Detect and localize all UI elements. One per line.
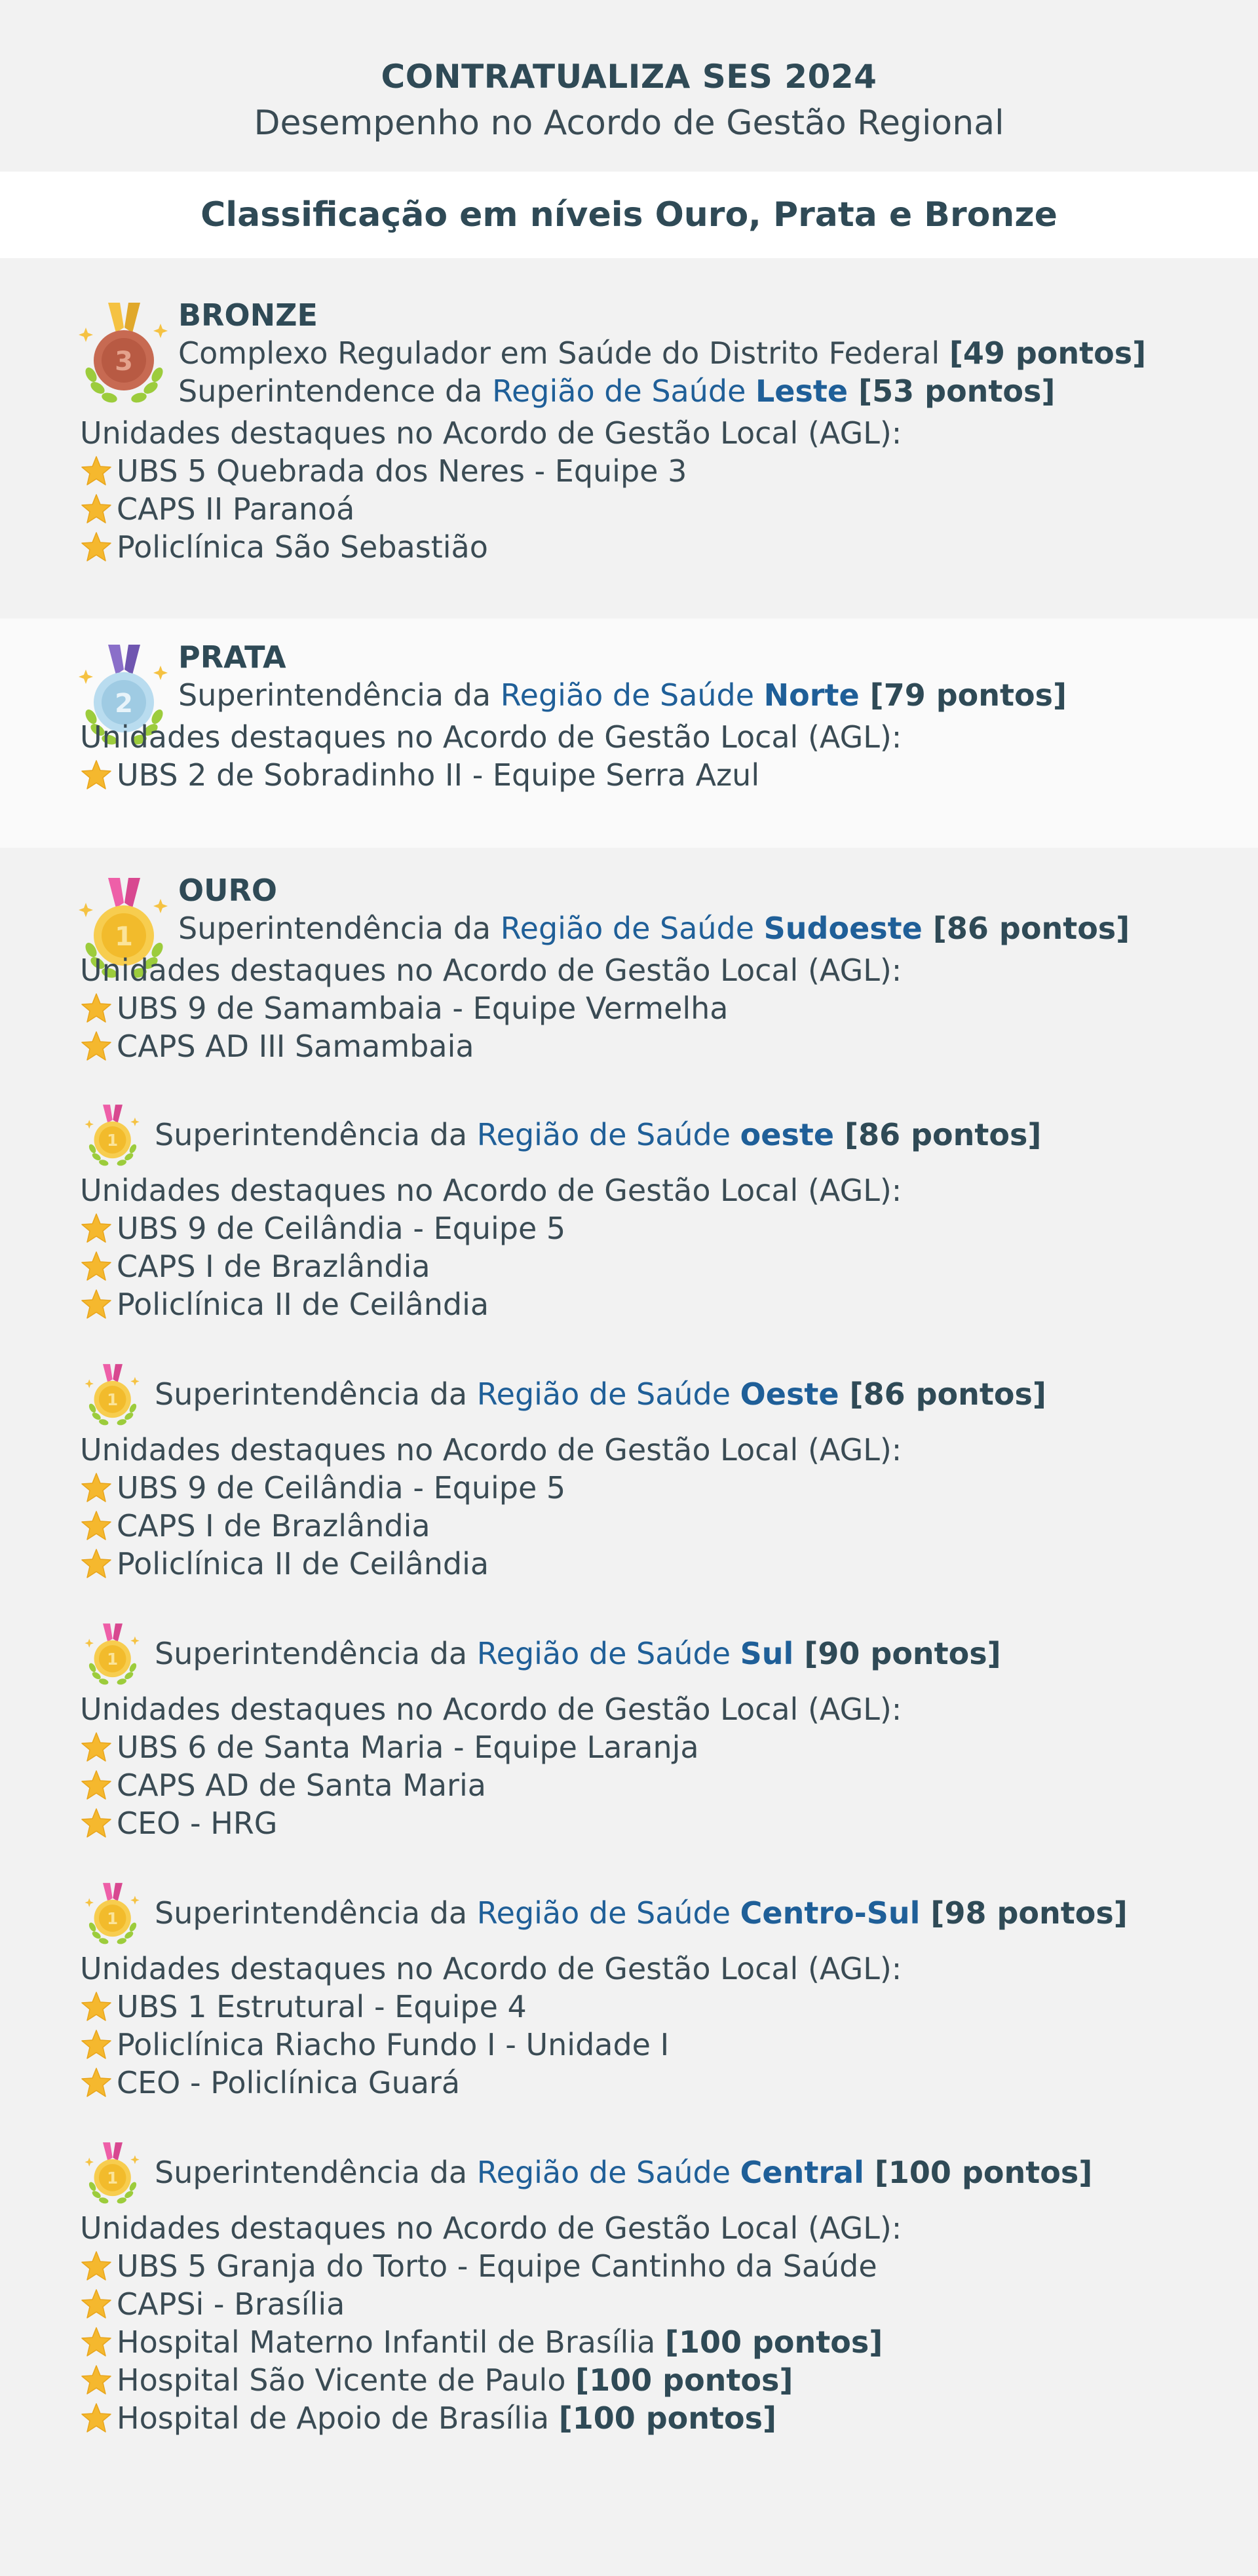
unit-name: Hospital de Apoio de Brasília — [117, 2400, 550, 2436]
region-label: Região de Saúde — [492, 373, 755, 409]
list-item — [80, 2285, 1258, 2323]
list-item — [80, 1469, 1258, 1507]
unit-name: CAPS AD III Samambaia — [117, 1029, 474, 1064]
star-icon — [80, 2364, 113, 2396]
region-label: Região de Saúde — [476, 1895, 740, 1931]
agl-label: Unidades destaques no Acordo de Gestão Local (AGL): — [80, 953, 902, 988]
ouro-section — [0, 848, 1258, 2576]
line-prefix: Superintendência da — [155, 1895, 477, 1931]
unit-name: CAPS II Paranoá — [117, 491, 355, 527]
list-item — [80, 1285, 1258, 1323]
list-item — [80, 2064, 1258, 2102]
bronze-line-2 — [178, 372, 1146, 410]
ouro-entry — [80, 1621, 1258, 1842]
unit-name: Policlínica II de Ceilândia — [117, 1546, 489, 1582]
agl-label: Unidades destaques no Acordo de Gestão Local (AGL): — [80, 415, 902, 451]
star-icon — [80, 2250, 113, 2282]
list-item — [80, 1247, 1258, 1285]
list-item — [80, 2026, 1258, 2064]
unit-name: UBS 5 Granja do Torto - Equipe Cantinho da Saúde — [117, 2248, 877, 2284]
gold-medal-icon — [80, 1101, 145, 1169]
unit-name: CEO - HRG — [117, 1806, 278, 1841]
region-label: Região de Saúde — [476, 2155, 740, 2190]
star-icon — [80, 1990, 113, 2023]
list-item — [80, 1804, 1258, 1842]
list-item — [80, 1027, 1258, 1065]
unit-name: UBS 6 de Santa Maria - Equipe Laranja — [117, 1730, 699, 1765]
points: [90 pontos] — [793, 1636, 1001, 1671]
region-name: Sudoeste — [763, 911, 923, 946]
star-icon — [80, 2288, 113, 2320]
star-icon — [80, 455, 113, 487]
svg-text:1: 1 — [107, 1909, 119, 1929]
ouro-entry — [80, 871, 1258, 1065]
star-icon — [80, 2326, 113, 2358]
list-item — [80, 2323, 1258, 2361]
star-icon — [80, 1807, 113, 1840]
region-label: Região de Saúde — [500, 677, 764, 713]
points: [79 pontos] — [859, 677, 1067, 713]
unit-name: Policlínica São Sebastião — [117, 529, 488, 565]
points: [100 pontos] — [558, 2400, 777, 2436]
agl-label: Unidades destaques no Acordo de Gestão Local (AGL): — [80, 2210, 902, 2246]
star-icon — [80, 1250, 113, 1283]
unit-name: Hospital Materno Infantil de Brasília — [117, 2324, 656, 2360]
star-icon — [80, 1212, 113, 1245]
agl-label: Unidades destaques no Acordo de Gestão Local (AGL): — [80, 1173, 902, 1208]
unit-name: Policlínica Riacho Fundo I - Unidade I — [117, 2027, 670, 2062]
unit-name: CAPS I de Brazlândia — [117, 1508, 430, 1544]
ouro-entry — [80, 1102, 1258, 1323]
page-subtitle: Desempenho no Acordo de Gestão Regional — [254, 104, 1004, 143]
ouro-line — [155, 1375, 1046, 1413]
unit-list — [80, 756, 1258, 794]
points: [100 pontos] — [575, 2362, 793, 2398]
list-item — [80, 1545, 1258, 1583]
points: [86 pontos] — [922, 911, 1130, 946]
classification-band: Classificação em níveis Ouro, Prata e Bronze — [0, 172, 1258, 258]
ouro-line — [155, 1116, 1041, 1154]
svg-text:3: 3 — [115, 347, 133, 377]
region-label: Região de Saúde — [476, 1636, 740, 1671]
unit-list — [80, 2247, 1258, 2437]
region-label: Região de Saúde — [476, 1117, 740, 1152]
unit-name: UBS 9 de Ceilândia - Equipe 5 — [117, 1470, 566, 1506]
points: [53 pontos] — [848, 373, 1056, 409]
region-name: Central — [740, 2155, 864, 2190]
agl-label: Unidades destaques no Acordo de Gestão Local (AGL): — [80, 719, 902, 755]
list-item — [80, 528, 1258, 566]
bronze-section — [0, 258, 1258, 618]
svg-text:1: 1 — [107, 1650, 119, 1669]
unit-name: CAPS AD de Santa Maria — [117, 1768, 486, 1803]
prata-section — [0, 618, 1258, 848]
region-label: Região de Saúde — [500, 911, 764, 946]
unit-name: UBS 5 Quebrada dos Neres - Equipe 3 — [117, 453, 687, 489]
svg-text:1: 1 — [115, 922, 133, 952]
region-name: oeste — [740, 1117, 835, 1152]
unit-list — [80, 452, 1258, 566]
unit-name: CAPS I de Brazlândia — [117, 1249, 430, 1284]
region-label: Região de Saúde — [476, 1376, 740, 1412]
star-icon — [80, 1769, 113, 1802]
prata-line — [178, 676, 1067, 714]
gold-medal-icon — [80, 1619, 145, 1688]
list-item — [80, 2399, 1258, 2437]
points: [98 pontos] — [920, 1895, 1128, 1931]
unit-list — [80, 1209, 1258, 1323]
unit-name: UBS 9 de Samambaia - Equipe Vermelha — [117, 991, 729, 1026]
star-icon — [80, 1509, 113, 1542]
star-icon — [80, 1288, 113, 1321]
points: [49 pontos] — [949, 335, 1147, 371]
line-prefix: Superintendência da — [178, 677, 501, 713]
star-icon — [80, 531, 113, 563]
list-item — [80, 2247, 1258, 2285]
svg-text:1: 1 — [107, 1390, 119, 1410]
ouro-line — [178, 909, 1130, 947]
points: [100 pontos] — [864, 2155, 1093, 2190]
prata-level-label: PRATA — [178, 639, 286, 675]
list-item — [80, 1728, 1258, 1766]
line-prefix: Superintendência da — [155, 1636, 477, 1671]
unit-list — [80, 1728, 1258, 1842]
list-item — [80, 989, 1258, 1027]
bronze-medal-icon — [77, 296, 172, 407]
ouro-line — [155, 2153, 1092, 2191]
list-item — [80, 2361, 1258, 2399]
ouro-entry — [80, 2140, 1258, 2437]
ouro-level-label: OURO — [178, 873, 277, 908]
star-icon — [80, 1471, 113, 1504]
ouro-entry — [80, 1361, 1258, 1583]
header — [0, 0, 1258, 172]
unit-name: UBS 1 Estrutural - Equipe 4 — [117, 1989, 527, 2024]
points: [100 pontos] — [664, 2324, 883, 2360]
unit-list — [80, 1469, 1258, 1583]
svg-text:2: 2 — [115, 689, 133, 719]
ouro-entry — [80, 1880, 1258, 2102]
star-icon — [80, 1731, 113, 1764]
star-icon — [80, 1030, 113, 1063]
bronze-line-1 — [178, 334, 1146, 372]
ouro-line — [155, 1635, 1001, 1673]
unit-name: Policlínica II de Ceilândia — [117, 1287, 489, 1322]
unit-list — [80, 1988, 1258, 2102]
page-title: CONTRATUALIZA SES 2024 — [381, 58, 877, 96]
line-prefix: Superintendence da — [178, 373, 493, 409]
agl-label: Unidades destaques no Acordo de Gestão Local (AGL): — [80, 1432, 902, 1468]
unit-name: UBS 9 de Ceilândia - Equipe 5 — [117, 1211, 566, 1246]
list-item — [80, 1766, 1258, 1804]
list-item — [80, 756, 1258, 794]
svg-text:1: 1 — [107, 2169, 119, 2188]
unit-name: UBS 2 de Sobradinho II - Equipe Serra Azul — [117, 757, 760, 793]
region-name: Leste — [755, 373, 848, 409]
ouro-line — [155, 1894, 1128, 1932]
bronze-level-label: BRONZE — [178, 297, 318, 333]
list-item — [80, 1507, 1258, 1545]
line-prefix: Superintendência da — [155, 1117, 477, 1152]
star-icon — [80, 2028, 113, 2061]
svg-text:1: 1 — [107, 1131, 119, 1150]
agl-label: Unidades destaques no Acordo de Gestão Local (AGL): — [80, 1692, 902, 1727]
unit-name: Hospital São Vicente de Paulo — [117, 2362, 566, 2398]
region-name: Norte — [763, 677, 860, 713]
star-icon — [80, 2402, 113, 2434]
line-prefix: Superintendência da — [155, 2155, 477, 2190]
unit-name: CAPSi - Brasília — [117, 2286, 345, 2322]
list-item — [80, 490, 1258, 528]
line-text: Complexo Regulador em Saúde do Distrito Federal — [178, 335, 949, 371]
gold-medal-icon — [80, 2138, 145, 2207]
unit-list — [80, 989, 1258, 1065]
star-icon — [80, 493, 113, 525]
points: [86 pontos] — [839, 1376, 1046, 1412]
list-item — [80, 1988, 1258, 2026]
points: [86 pontos] — [834, 1117, 1042, 1152]
star-icon — [80, 2066, 113, 2099]
list-item — [80, 452, 1258, 490]
star-icon — [80, 1547, 113, 1580]
list-item — [80, 1209, 1258, 1247]
region-name: Centro-Sul — [740, 1895, 921, 1931]
region-name: Oeste — [740, 1376, 839, 1412]
line-prefix: Superintendência da — [155, 1376, 477, 1412]
unit-name: CEO - Policlínica Guará — [117, 2065, 461, 2100]
gold-medal-icon — [80, 1360, 145, 1428]
agl-label: Unidades destaques no Acordo de Gestão Local (AGL): — [80, 1951, 902, 1986]
star-icon — [80, 759, 113, 791]
gold-medal-icon — [80, 1879, 145, 1947]
star-icon — [80, 992, 113, 1025]
line-prefix: Superintendência da — [178, 911, 501, 946]
region-name: Sul — [740, 1636, 794, 1671]
